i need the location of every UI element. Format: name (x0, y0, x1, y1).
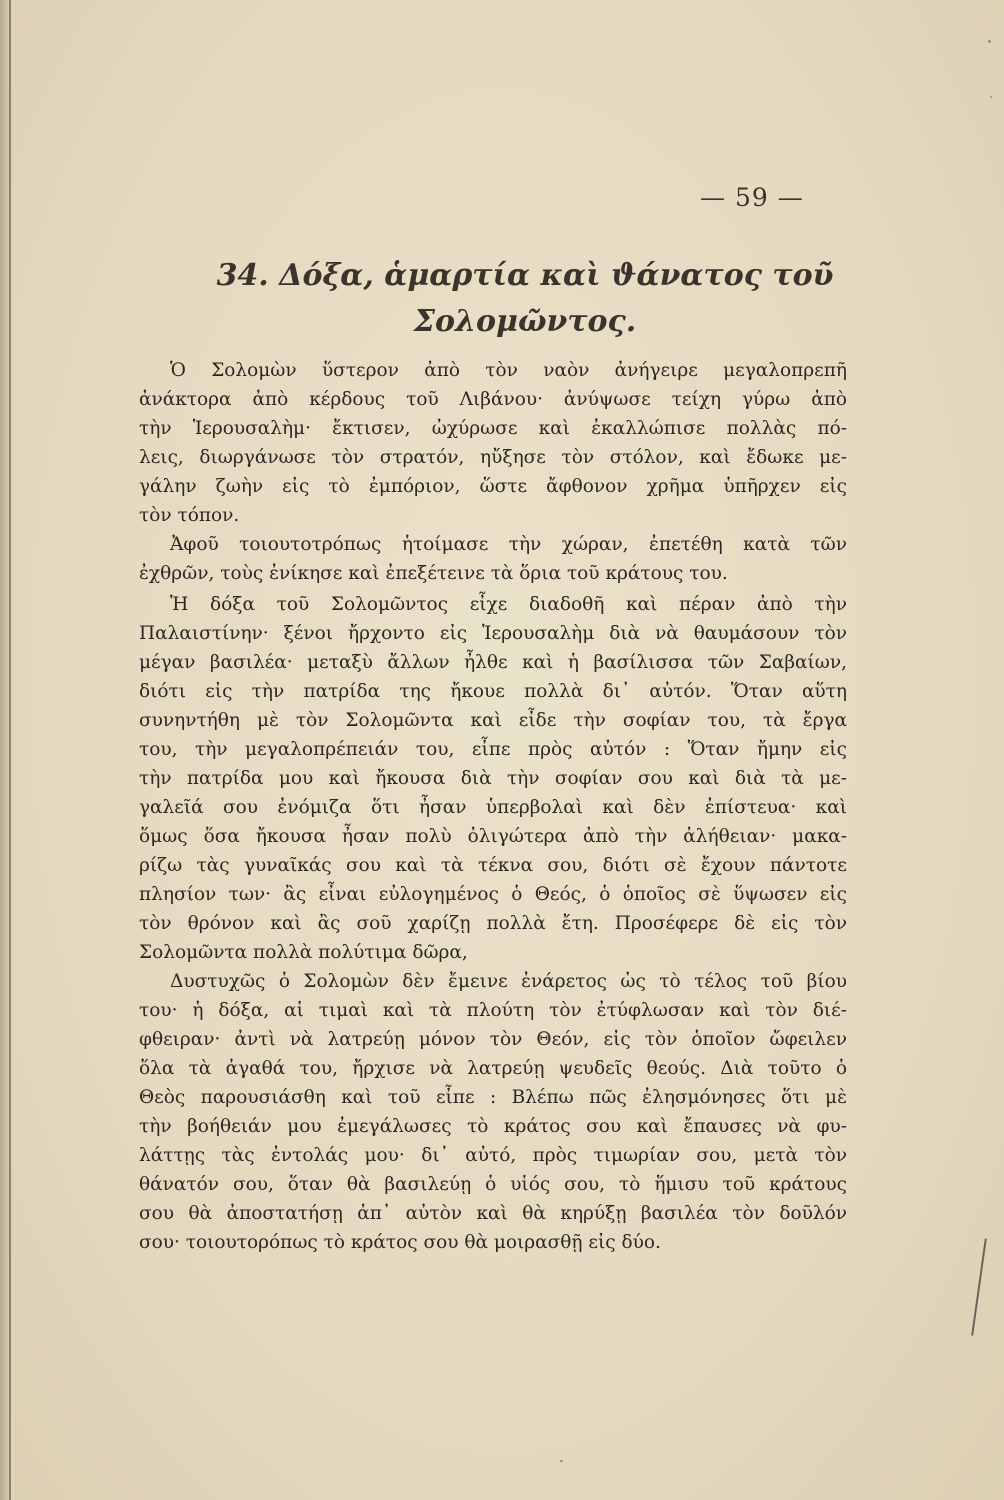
text-line: ὅλα τὰ ἀγαθά του, ἤρχισε νὰ λατρεύῃ ψευδεῖς θεούς. Διὰ τοῦτο ὁ (139, 1058, 847, 1079)
paper-speck (988, 40, 991, 43)
text-line: τὴν Ἱερουσαλὴμ· ἔκτισεν, ὠχύρωσε καὶ ἐκαλλώπισε πολλὰς πό- (139, 418, 847, 439)
page-binding-edge (9, 0, 11, 1500)
text-line: Σολομῶντα πολλὰ πολύτιμα δῶρα, (139, 942, 468, 963)
text-line: διότι εἰς τὴν πατρίδα της ἤκουε πολλὰ δι᾽ αὐτόν. Ὅταν αὕτη (139, 681, 847, 702)
text-line: Ὁ Σολομὼν ὕστερον ἀπὸ τὸν ναὸν ἀνήγειρε μεγαλοπρεπῆ (170, 360, 847, 381)
text-line: Ἀφοῦ τοιουτοτρόπως ἡτοίμασε τὴν χώραν, ἐπετέθη κατὰ τῶν (170, 534, 847, 555)
text-line: ὅμως ὅσα ἤκουσα ἦσαν πολὺ ὀλιγώτερα ἀπὸ τὴν ἀλήθειαν· μακα- (139, 826, 847, 847)
text-line: Θεὸς παρουσιάσθη καὶ τοῦ εἶπε : Βλέπω πῶς ἐλησμόνησες ὅτι μὲ (139, 1087, 847, 1108)
text-line: φθειραν· ἀντὶ νὰ λατρεύῃ μόνον τὸν Θεόν, εἰς τὸν ὁποῖον ὤφειλεν (139, 1029, 847, 1050)
text-line: τὴν πατρίδα μου καὶ ἤκουσα διὰ τὴν σοφίαν σου καὶ διὰ τὰ με- (139, 768, 847, 789)
text-line: γαλεῖά σου ἐνόμιζα ὅτι ἦσαν ὑπερβολαὶ καὶ δὲν ἐπίστευα· καὶ (139, 797, 847, 818)
chapter-title-line-1: 34. Δόξα, ἁμαρτία καὶ ϑάνατος τοῦ (216, 258, 834, 293)
text-line: σου θὰ ἀποστατήσῃ ἀπ᾽ αὐτὸν καὶ θὰ κηρύξῃ βασιλέα τὸν δοῦλόν (139, 1203, 847, 1224)
text-line: μέγαν βασιλέα· μεταξὺ ἄλλων ἦλθε καὶ ἡ βασίλισσα τῶν Σαβαίων, (139, 652, 847, 673)
margin-pencil-mark (971, 1238, 987, 1335)
text-line: λάττῃς τὰς ἐντολάς μου· δι᾽ αὐτό, πρὸς τιμωρίαν σου, μετὰ τὸν (139, 1145, 847, 1166)
text-line: του· ἡ δόξα, αἱ τιμαὶ καὶ τὰ πλούτη τὸν ἐτύφλωσαν καὶ τὸν διέ- (139, 1000, 847, 1021)
text-line: ρίζω τὰς γυναῖκάς σου καὶ τὰ τέκνα σου, διότι σὲ ἔχουν πάντοτε (139, 855, 847, 876)
page-spine-shadow (0, 0, 14, 1500)
text-line: ἐχθρῶν, τοὺς ἐνίκησε καὶ ἐπεξέτεινε τὰ ὅρια τοῦ κράτους του. (139, 563, 728, 584)
text-line: λεις, διωργάνωσε τὸν στρατόν, ηὔξησε τὸν στόλον, καὶ ἔδωκε με- (139, 447, 847, 468)
page-number: — 59 — (700, 183, 804, 212)
text-line: γάλην ζωὴν εἰς τὸ ἐμπόριον, ὥστε ἄφθονον χρῆμα ὑπῆρχεν εἰς (139, 476, 847, 497)
text-line: Ἡ δόξα τοῦ Σολομῶντος εἶχε διαδοθῆ καὶ πέραν ἀπὸ τὴν (170, 594, 847, 615)
chapter-title-line-2: Σολομῶντος. (413, 304, 637, 339)
text-line: τὸν θρόνον καὶ ἂς σοῦ χαρίζῃ πολλὰ ἔτη. Προσέφερε δὲ εἰς τὸν (139, 913, 847, 934)
text-line: πλησίον των· ἂς εἶναι εὐλογημένος ὁ Θεός, ὁ ὁποῖος σὲ ὕψωσεν εἰς (139, 884, 847, 905)
text-line: του, τὴν μεγαλοπρέπειάν του, εἶπε πρὸς αὐτόν : Ὅταν ἤμην εἰς (139, 739, 847, 760)
text-line: τὸν τόπον. (139, 505, 240, 526)
text-line: θάνατόν σου, ὅταν θὰ βασιλεύῃ ὁ υἱός σου, τὸ ἥμισυ τοῦ κράτους (139, 1174, 847, 1195)
text-line: τὴν βοήθειάν μου ἐμεγάλωσες τὸ κράτος σου καὶ ἔπαυσες νὰ φυ- (139, 1116, 847, 1137)
text-line: Παλαιστίνην· ξένοι ἤρχοντο εἰς Ἱερουσαλὴμ διὰ νὰ θαυμάσουν τὸν (139, 623, 847, 644)
paper-speck (560, 1460, 563, 1462)
text-line: σου· τοιουτορόπως τὸ κράτος σου θὰ μοιρασθῇ εἰς δύο. (139, 1232, 661, 1253)
text-line: ἀνάκτορα ἀπὸ κέρδους τοῦ Λιβάνου· ἀνύψωσε τείχη γύρω ἀπὸ (139, 389, 847, 410)
paper-speck (990, 96, 992, 98)
text-line: συνηντήθη μὲ τὸν Σολομῶντα καὶ εἶδε τὴν σοφίαν του, τὰ ἔργα (139, 710, 847, 731)
text-line: Δυστυχῶς ὁ Σολομὼν δὲν ἔμεινε ἐνάρετος ὡς τὸ τέλος τοῦ βίου (170, 971, 847, 992)
